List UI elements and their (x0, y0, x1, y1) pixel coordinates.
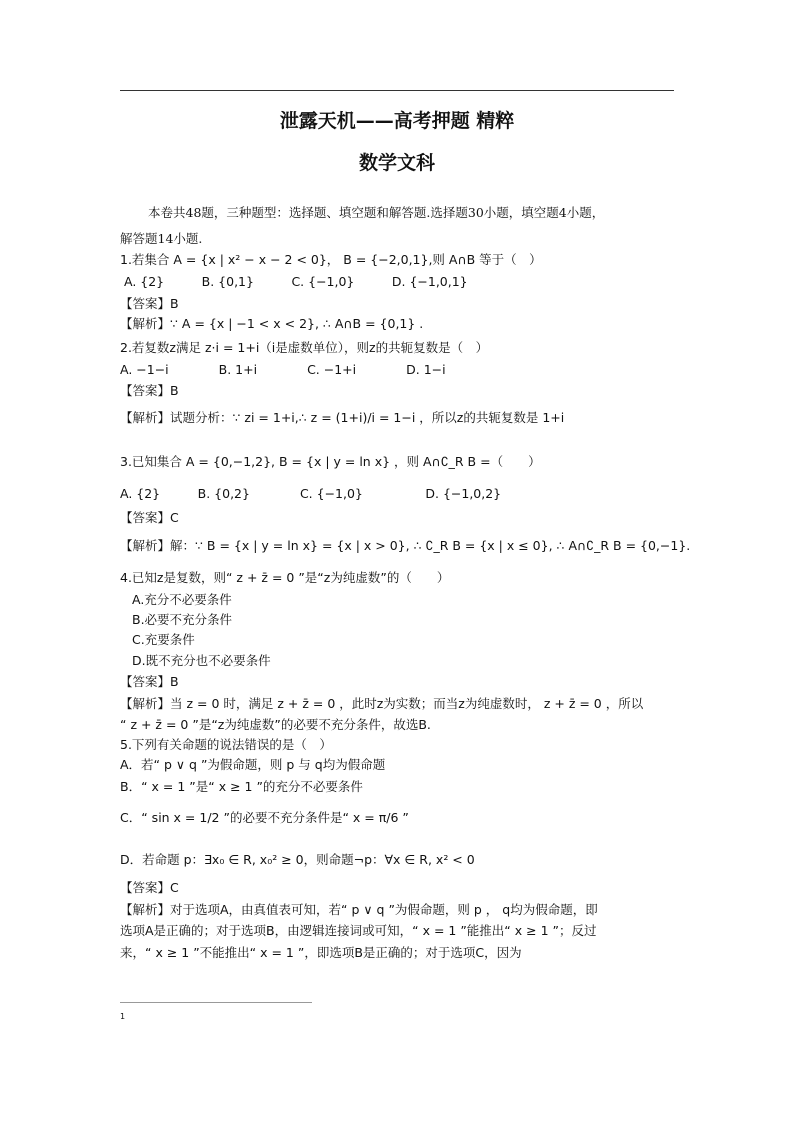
q1-options: A. {2} B. {0,1} C. {−1,0} D. {−1,0,1} (124, 274, 468, 289)
q5-option-c: C．“ sin x = 1/2 ”的必要不充分条件是“ x = π/6 ” (120, 810, 409, 825)
q5-analysis-line-1: 【解析】对于选项A，由真值表可知，若“ p ∨ q ”为假命题，则 p ， q均为假命题，即 (120, 902, 598, 917)
q4-option-d: D.既不充分也不必要条件 (132, 653, 271, 668)
header-rule (120, 90, 674, 91)
q5-option-d: D．若命题 p：∃x₀ ∈ R, x₀² ≥ 0，则命题¬p：∀x ∈ R, x² < 0 (120, 852, 475, 867)
q1-analysis: 【解析】∵ A = {x | −1 < x < 2}, ∴ A∩B = {0,1} . (120, 316, 424, 331)
q2-stem: 2.若复数z满足 z·i = 1+i（i是虚数单位），则z的共轭复数是（ ） (120, 340, 489, 355)
q4-stem: 4.已知z是复数，则“ z + z̄ = 0 ”是“z为纯虚数”的（ ） (120, 570, 450, 585)
q2-options: A. −1−i B. 1+i C. −1+i D. 1−i (120, 362, 446, 377)
q4-option-b: B.必要不充分条件 (132, 612, 233, 627)
q3-answer: 【答案】C (120, 510, 179, 525)
q5-stem: 5.下列有关命题的说法错误的是（ ） (120, 737, 332, 752)
q3-options: A. {2} B. {0,2} C. {−1,0} D. {−1,0,2} (120, 486, 502, 501)
intro-line-2: 解答题14小题. (120, 231, 203, 246)
q4-analysis-line-1: 【解析】当 z = 0 时，满足 z + z̄ = 0 ，此时z为实数；而当z为纯虚数时， z + z̄ = 0 ，所以 (120, 696, 644, 711)
q2-answer: 【答案】B (120, 383, 179, 398)
footnote-mark: 1 (120, 1012, 126, 1021)
q5-option-a: A．若“ p ∨ q ”为假命题，则 p 与 q均为假命题 (120, 757, 386, 772)
q4-option-c: C.充要条件 (132, 632, 195, 647)
q5-analysis-line-2: 选项A是正确的；对于选项B，由逻辑连接词或可知，“ x = 1 ”能推出“ x ≥ 1 ”；反过 (120, 923, 597, 938)
q4-answer: 【答案】B (120, 674, 179, 689)
q4-analysis-line-2: “ z + z̄ = 0 ”是“z为纯虚数”的必要不充分条件，故选B. (120, 717, 431, 732)
q2-analysis: 【解析】试题分析：∵ zi = 1+i,∴ z = (1+i)/i = 1−i ，所以z的共轭复数是 1+i (120, 410, 565, 425)
page-subtitle: 数学文科 (358, 152, 435, 174)
q3-analysis: 【解析】解：∵ B = {x | y = ln x} = {x | x > 0}, ∴ ∁_R B = {x | x ≤ 0}, ∴ A∩∁_R B = {0,−1}. (120, 538, 691, 553)
q5-answer: 【答案】C (120, 880, 179, 895)
footnote-rule (120, 1002, 312, 1003)
q1-answer: 【答案】B (120, 296, 179, 311)
intro-line-1: 本卷共48题，三种题型：选择题、填空题和解答题.选择题30小题，填空题4小题， (148, 205, 605, 220)
q3-stem: 3.已知集合 A = {0,−1,2}, B = {x | y = ln x} ，则 A∩∁_R B =（ ） (120, 454, 541, 469)
q5-analysis-line-3: 来，“ x ≥ 1 ”不能推出“ x = 1 ”，即选项B是正确的；对于选项C，因为 (120, 945, 522, 960)
q1-stem: 1.若集合 A = {x | x² − x − 2 < 0}， B = {−2,0,1},则 A∩B 等于（ ） (120, 252, 542, 267)
q5-option-b: B．“ x = 1 ”是“ x ≥ 1 ”的充分不必要条件 (120, 779, 363, 794)
page-title: 泄露天机——高考押题 精粹 (279, 110, 515, 132)
q4-option-a: A.充分不必要条件 (132, 592, 232, 607)
